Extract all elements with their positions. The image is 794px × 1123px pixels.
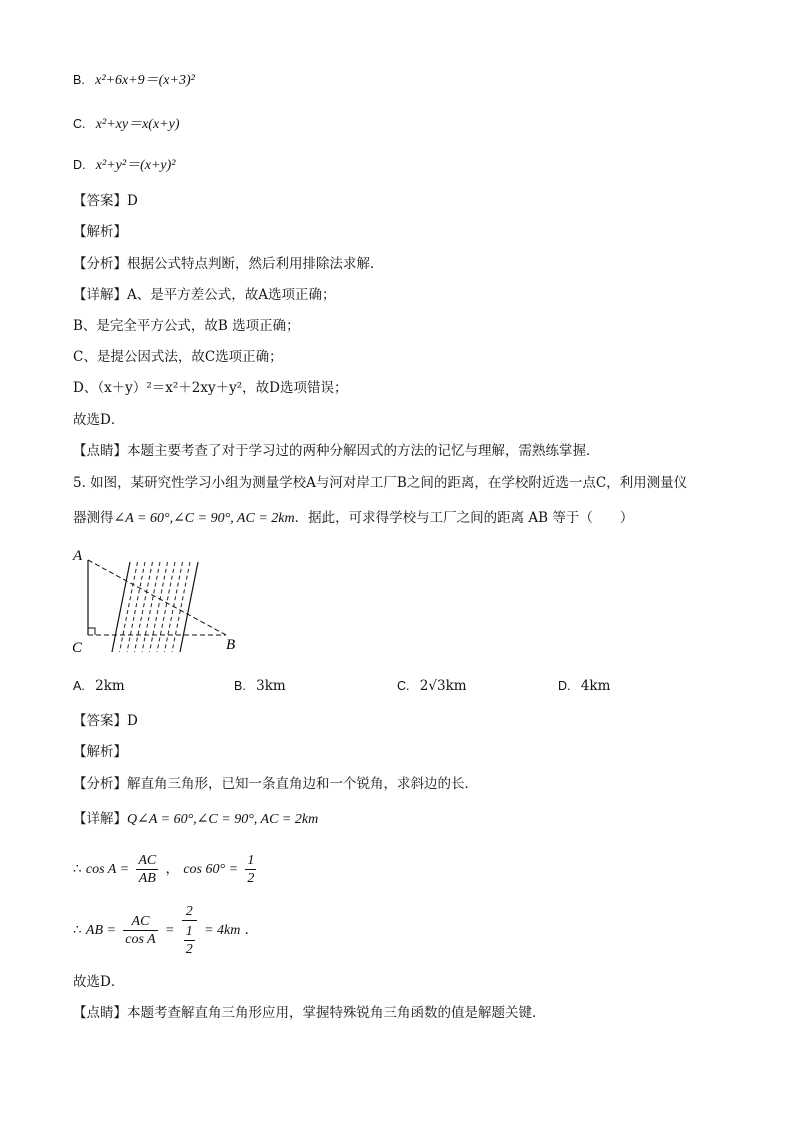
detail-line: C、是提公因式法，故C选项正确； [73,349,283,365]
option-expression: x²+xy＝x(x+y) [95,117,180,132]
side-ab [88,560,226,635]
option-expression: x²+6x+9＝(x+3)² [95,73,195,88]
option-d [73,155,175,176]
option-value: 3km [256,678,286,694]
therefore-symbol: ∴ [73,922,82,938]
given-conditions: ∠A = 60°,∠C = 90°, AC = 2km [113,511,295,526]
question-5-line-2 [73,508,633,529]
therefore-symbol: ∴ [73,861,82,877]
answer-line: 【答案】D [73,193,138,209]
solution-step-2 [73,903,258,958]
fraction-ac-over-ab [136,852,158,887]
river-hatch-line [157,562,175,652]
fraction-one-half [245,852,256,887]
stem-text: ．据此，可求得学校与工厂之间的距离 AB 等于（ ） [294,510,634,526]
river-bank-left [112,562,130,652]
detail-line: D、（x＋y）²＝x²＋2xy＋y²，故D选项错误； [73,380,348,396]
river-hatch-line [120,562,138,652]
question-5-line-1: 5. 如图，某研究性学习小组为测量学校A与河对岸工厂B之间的距离，在学校附近选一点C，利用测量仪 [73,475,688,491]
numerator: AC [138,853,157,868]
analysis-text: 【分析】根据公式特点判断，然后利用排除法求解． [73,256,384,272]
point-c-label: C [72,640,83,656]
option-b [73,70,195,91]
q5-option-b [234,676,286,696]
river-bank-right [180,562,198,652]
fraction-ac-over-cos-a [123,913,157,948]
comment-line: 【点睛】本题考查解直角三角形应用，掌握特殊锐角三角函数的值是解题关键． [73,1005,546,1021]
cos-60-lhs: cos 60° = [183,862,239,877]
nested-fraction [184,923,195,958]
option-expression: x²+y²＝(x+y)² [95,158,176,173]
q5-option-d [558,676,610,696]
numerator: 1 [185,924,193,939]
river-triangle-figure [70,540,250,660]
answer-line: 【答案】D [73,713,138,729]
equals-sign: = [165,923,175,938]
analysis-text: 【分析】解直角三角形，已知一条直角边和一个锐角，求斜边的长． [73,776,478,792]
detail-line: 【详解】A、是平方差公式，故A选项正确； [73,287,336,303]
river-hatch-line [150,562,168,652]
denominator: 2 [185,942,193,957]
detail-heading: 【详解】 [73,811,127,827]
choice-line: 故选D． [73,974,125,990]
option-label: B. [73,73,85,87]
analysis-heading: 【解析】 [73,224,127,240]
option-label: A. [73,679,85,693]
right-angle-mark [88,628,95,635]
q5-option-a [73,676,125,696]
river-hatch-line [127,562,145,652]
q5-option-c [397,676,467,696]
comment-line: 【点睛】本题主要考查了对于学习过的两种分解因式的方法的记忆与理解，需熟练掌握． [73,443,600,459]
option-value: 2√3km [419,678,467,694]
solution-step-1 [73,852,259,887]
denominator: 2 [247,871,255,886]
point-b-label: B [226,637,236,653]
option-label: D. [73,158,86,172]
detail-line: B、是完全平方公式，故B 选项正确； [73,318,300,334]
denominator: AB [138,871,156,886]
cos-a-lhs: cos A = [85,862,130,877]
option-c [73,114,180,135]
denominator: cos A [125,932,156,947]
choice-line: 故选D． [73,412,125,428]
given-conditions: Q∠A = 60°,∠C = 90°, AC = 2km [127,812,319,827]
denominator [182,921,197,958]
separator: ， [165,861,180,877]
point-a-label: A [73,548,83,564]
result: = 4km [204,923,241,938]
period: ． [244,922,259,938]
river-hatch-line [142,562,160,652]
analysis-heading: 【解析】 [73,744,127,760]
option-value: 2km [95,678,125,694]
option-label: B. [234,679,246,693]
option-value: 4km [580,678,611,694]
option-label: D. [558,679,571,693]
river-hatch-line [135,562,153,652]
numerator: 1 [247,853,255,868]
option-label: C. [73,117,86,131]
numerator: 2 [182,903,197,921]
stem-text: 器测得 [73,510,114,526]
detail-line [73,809,318,830]
numerator: AC [123,913,157,931]
ab-lhs: AB = [85,923,116,938]
fraction-two-over-half [182,903,197,958]
option-label: C. [397,679,410,693]
